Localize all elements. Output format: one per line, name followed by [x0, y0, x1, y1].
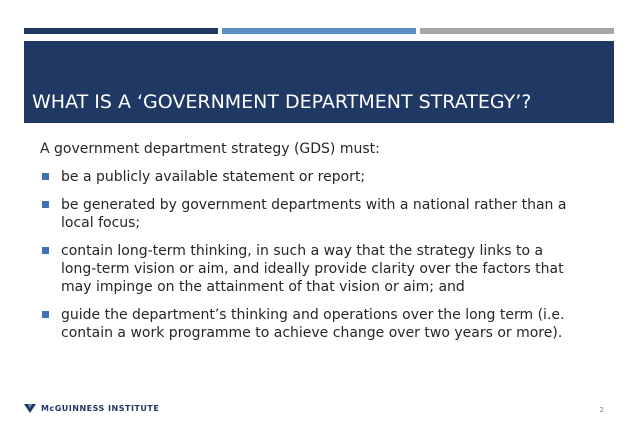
bullet-list: [40, 168, 580, 342]
logo-text: McGUINNESS INSTITUTE: [41, 403, 160, 413]
mcguinness-institute-logo-icon: [24, 402, 36, 414]
square-bullet-icon: [42, 173, 49, 180]
header-bar-dark: [24, 28, 218, 34]
bullet-item: [40, 242, 580, 296]
bullet-text: be generated by government departments with a national rather than a local focus;: [61, 197, 567, 231]
page-number: 2: [599, 406, 604, 414]
bullet-item: [40, 168, 580, 186]
intro-text: A government department strategy (GDS) must:: [40, 141, 380, 157]
header-bar-blue: [222, 28, 416, 34]
slide-title: WHAT IS A ‘GOVERNMENT DEPARTMENT STRATEGY’?: [32, 91, 532, 113]
square-bullet-icon: [42, 247, 49, 254]
slide-body: [40, 140, 580, 352]
square-bullet-icon: [42, 311, 49, 318]
bullet-text: contain long-term thinking, in such a way that the strategy links to a long-term vision or aim, and ideally provide clarity over the factors that may impinge on the attainment of that vision or aim; and: [61, 243, 564, 295]
square-bullet-icon: [42, 201, 49, 208]
bullet-text: be a publicly available statement or report;: [61, 169, 366, 185]
header-bar-grey: [420, 28, 614, 34]
bullet-text: guide the department’s thinking and operations over the long term (i.e. contain a work programme to achieve change over two years or more).: [61, 307, 565, 341]
bullet-item: [40, 196, 580, 232]
mcguinness-institute-logo: [24, 402, 159, 414]
title-band: [24, 41, 614, 123]
bullet-item: [40, 306, 580, 342]
